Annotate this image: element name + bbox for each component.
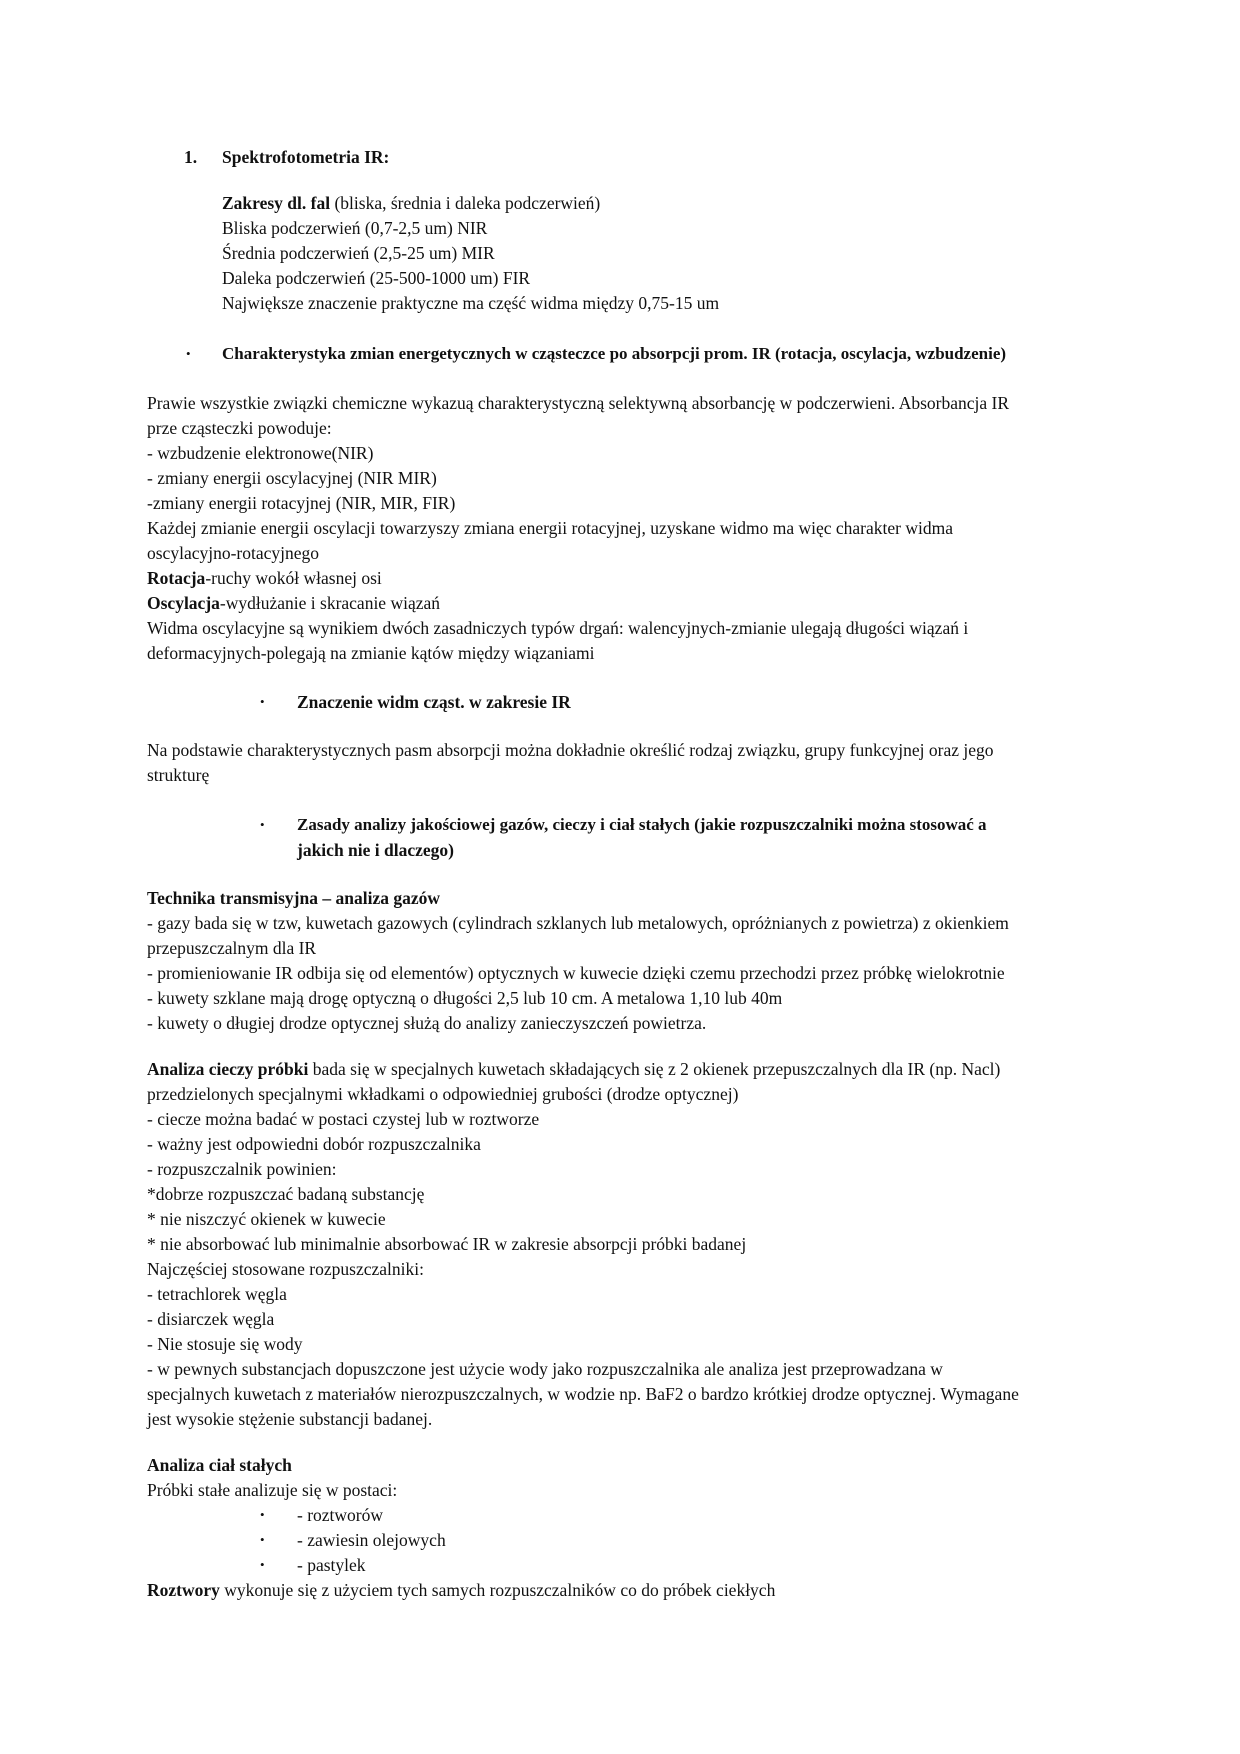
range-practical: Największe znaczenie praktyczne ma część widma między 0,75-15 um <box>222 293 720 313</box>
bullet-icon: • <box>260 817 265 832</box>
solutions-line: Roztwory wykonuje się z użyciem tych samych rozpuszczalników co do próbek ciekłych <box>147 1580 776 1600</box>
section2-title: Znaczenie widm cząst. w zakresie IR <box>297 692 571 712</box>
section1-p3: Każdej zmianie energii oscylacji towarzyszy zmiana energii rotacyjnej, uzyskane widmo ma więc charakter widma <box>147 518 953 538</box>
section1-p1: Prawie wszystkie związki chemiczne wykazuą charakterystyczną selektywną absorbancję w podczerwieni. Absorbancja IR <box>147 393 1010 413</box>
range-far: Daleka podczerwień (25-500-1000 um) FIR <box>222 268 531 288</box>
section1-p2: prze cząsteczki powoduje: <box>147 418 332 438</box>
bullet-icon: • <box>260 1532 265 1547</box>
liquid-line-12: - w pewnych substancjach dopuszczone jest użycie wody jako rozpuszczalnika ale analiza jest przeprowadzana w <box>147 1359 943 1379</box>
liquid-line-9: - tetrachlorek węgla <box>147 1284 287 1304</box>
liquid-line-13: specjalnych kuwetach z materiałów nierozpuszczalnych, w wodzie np. BaF2 o bardzo krótkiej drodze optycznej. Wymagane <box>147 1384 1019 1404</box>
bullet-icon: • <box>260 1557 265 1572</box>
section1-p4: oscylacyjno-rotacyjnego <box>147 543 320 563</box>
heading-title: Spektrofotometria IR: <box>222 147 390 167</box>
rotation-line: Rotacja-ruchy wokół własnej osi <box>147 568 382 588</box>
gas-line-3: - promieniowanie IR odbija się od elementów) optycznych w kuwecie dzięki czemu przechodzi przez próbkę wielokrotnie <box>147 963 1005 983</box>
liquid-title-line: Analiza cieczy próbki bada się w specjalnych kuwetach składających się z 2 okienek przepuszczalnych dla IR (np. Nacl) <box>147 1059 1001 1079</box>
solid-title: Analiza ciał stałych <box>147 1455 292 1475</box>
bullet-icon: • <box>260 1507 265 1522</box>
gas-line-2: przepuszczalnym dla IR <box>147 938 317 958</box>
gas-line-4: - kuwety szklane mają drogę optyczną o długości 2,5 lub 10 cm. A metalowa 1,10 lub 40m <box>147 988 783 1008</box>
liquid-line-8: Najczęściej stosowane rozpuszczalniki: <box>147 1259 424 1279</box>
bullet-icon: • <box>260 694 265 709</box>
section1-title: Charakterystyka zmian energetycznych w cząsteczce po absorpcji prom. IR (rotacja, oscylacja, wzbudzenie) <box>222 344 1007 363</box>
gas-line-1: - gazy bada się w tzw, kuwetach gazowych (cylindrach szklanych lub metalowych, opróżnianych z powietrza) z okienkiem <box>147 913 1009 933</box>
section1-l1: - wzbudzenie elektronowe(NIR) <box>147 443 374 463</box>
section2-p2: strukturę <box>147 765 210 785</box>
liquid-line-11: - Nie stosuje się wody <box>147 1334 303 1354</box>
heading-number: 1. <box>184 147 198 167</box>
section3-title2: jakich nie i dlaczego) <box>297 840 454 860</box>
section3-title1: Zasady analizy jakościowej gazów, cieczy i ciał stałych (jakie rozpuszczalniki można stosować a <box>297 815 987 834</box>
solid-item: - roztworów <box>297 1505 384 1525</box>
liquid-line-2: - ciecze można badać w postaci czystej lub w roztworze <box>147 1109 540 1129</box>
liquid-line-5: *dobrze rozpuszczać badaną substancję <box>147 1184 425 1204</box>
solid-line-1: Próbki stałe analizuje się w postaci: <box>147 1480 398 1500</box>
range-near: Bliska podczerwień (0,7-2,5 um) NIR <box>222 218 488 238</box>
liquid-line-4: - rozpuszczalnik powinien: <box>147 1159 337 1179</box>
oscillation-line: Oscylacja-wydłużanie i skracanie wiązań <box>147 593 441 613</box>
range-mid: Średnia podczerwień (2,5-25 um) MIR <box>222 243 495 263</box>
section1-l3: -zmiany energii rotacyjnej (NIR, MIR, FIR) <box>147 493 456 513</box>
section1-p6: deformacyjnych-polegają na zmianie kątów między wiązaniami <box>147 643 595 663</box>
liquid-line-14: jest wysokie stężenie substancji badanej. <box>147 1409 433 1429</box>
bullet-icon: • <box>186 346 191 361</box>
liquid-line-7: * nie absorbować lub minimalnie absorbować IR w zakresie absorpcji próbki badanej <box>147 1234 747 1254</box>
section1-l2: - zmiany energii oscylacyjnej (NIR MIR) <box>147 468 437 488</box>
section2-p1: Na podstawie charakterystycznych pasm absorpcji można dokładnie określić rodzaj związku, grupy funkcyjnej oraz jego <box>147 740 994 760</box>
solid-item: - zawiesin olejowych <box>297 1530 446 1550</box>
liquid-line-3: - ważny jest odpowiedni dobór rozpuszczalnika <box>147 1134 481 1154</box>
liquid-line-1: przedzielonych specjalnymi wkładkami o odpowiedniej grubości (drodze optycznej) <box>147 1084 739 1104</box>
section1-p5: Widma oscylacyjne są wynikiem dwóch zasadniczych typów drgań: walencyjnych-zmianie ulegają długości wiązań i <box>147 618 969 638</box>
gas-line-5: - kuwety o długiej drodze optycznej służą do analizy zanieczyszczeń powietrza. <box>147 1013 707 1033</box>
liquid-line-6: * nie niszczyć okienek w kuwecie <box>147 1209 386 1229</box>
liquid-line-10: - disiarczek węgla <box>147 1309 275 1329</box>
solid-item: - pastylek <box>297 1555 366 1575</box>
ranges-title: Zakresy dl. fal (bliska, średnia i daleka podczerwień) <box>222 193 601 213</box>
gas-title: Technika transmisyjna – analiza gazów <box>147 888 440 908</box>
